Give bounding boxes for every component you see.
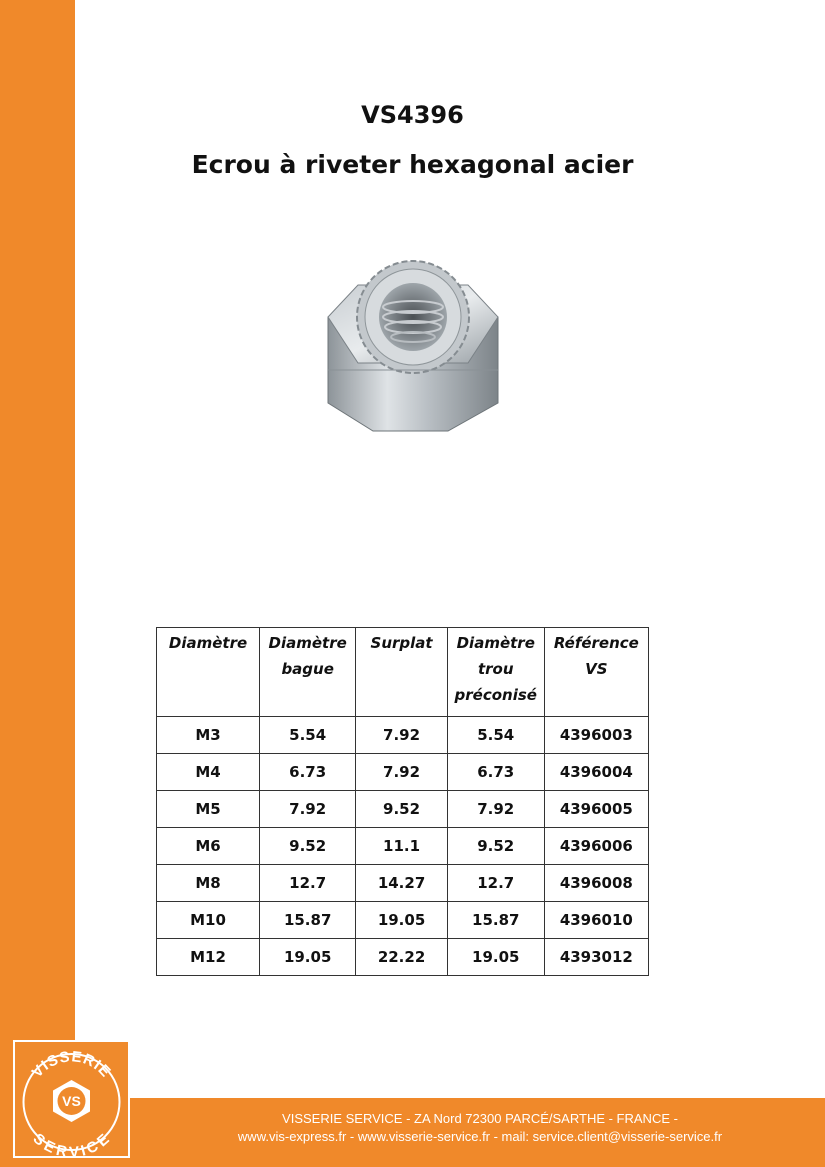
cell-diametre-bague: 5.54 <box>260 717 356 754</box>
left-orange-bar <box>0 0 75 1167</box>
visserie-service-logo <box>13 1040 130 1158</box>
cell-surplat: 11.1 <box>356 828 448 865</box>
cell-diametre: M5 <box>157 791 260 828</box>
header-line: bague <box>281 660 334 678</box>
cell-diametre-trou: 19.05 <box>447 939 544 976</box>
table-row <box>157 939 649 976</box>
cell-diametre-bague: 15.87 <box>260 902 356 939</box>
cell-surplat: 7.92 <box>356 754 448 791</box>
cell-surplat: 14.27 <box>356 865 448 902</box>
cell-reference: 4396005 <box>544 791 648 828</box>
logo-bottom-text: SERVICE <box>29 1130 114 1156</box>
header-line: Diamètre <box>268 634 347 652</box>
footer-address: VISSERIE SERVICE - ZA Nord 72300 PARCÉ/SARTHE - FRANCE - <box>282 1111 678 1126</box>
header-line: Surplat <box>370 634 433 652</box>
header-line: Référence <box>553 634 639 652</box>
header-diametre-bague <box>260 628 356 717</box>
cell-diametre-bague: 12.7 <box>260 865 356 902</box>
logo-center-text: VS <box>62 1093 81 1109</box>
cell-diametre: M3 <box>157 717 260 754</box>
cell-diametre-trou: 6.73 <box>447 754 544 791</box>
cell-diametre-trou: 9.52 <box>447 828 544 865</box>
cell-reference: 4396010 <box>544 902 648 939</box>
table-row <box>157 828 649 865</box>
header-surplat <box>356 628 448 717</box>
table-row <box>157 754 649 791</box>
table-row <box>157 902 649 939</box>
product-code-title: VS4396 <box>361 101 464 129</box>
cell-reference: 4396008 <box>544 865 648 902</box>
cell-diametre: M8 <box>157 865 260 902</box>
cell-surplat: 9.52 <box>356 791 448 828</box>
cell-diametre-trou: 12.7 <box>447 865 544 902</box>
product-name-title: Ecrou à riveter hexagonal acier <box>191 150 634 179</box>
specifications-table <box>156 627 649 976</box>
cell-reference: 4396003 <box>544 717 648 754</box>
svg-text:SERVICE <box>30 1130 114 1156</box>
hex-rivet-nut-image <box>318 255 508 444</box>
header-line: trou <box>477 660 514 678</box>
logo-top-text: VISSERIE <box>28 1048 115 1082</box>
cell-diametre-bague: 7.92 <box>260 791 356 828</box>
cell-surplat: 19.05 <box>356 902 448 939</box>
header-line: préconisé <box>454 686 537 704</box>
table-row <box>157 791 649 828</box>
cell-diametre-trou: 5.54 <box>447 717 544 754</box>
table-row <box>157 865 649 902</box>
cell-diametre-bague: 9.52 <box>260 828 356 865</box>
cell-surplat: 7.92 <box>356 717 448 754</box>
header-diametre <box>157 628 260 717</box>
footer-websites: www.vis-express.fr - www.visserie-service.fr - mail: service.client@visserie-service.fr <box>237 1129 723 1144</box>
header-diametre-trou-preconise <box>447 628 544 717</box>
cell-diametre-trou: 7.92 <box>447 791 544 828</box>
table-row <box>157 717 649 754</box>
cell-diametre-trou: 15.87 <box>447 902 544 939</box>
cell-diametre: M10 <box>157 902 260 939</box>
cell-diametre-bague: 19.05 <box>260 939 356 976</box>
table-header-row <box>157 628 649 717</box>
cell-diametre-bague: 6.73 <box>260 754 356 791</box>
cell-reference: 4393012 <box>544 939 648 976</box>
cell-surplat: 22.22 <box>356 939 448 976</box>
cell-reference: 4396006 <box>544 828 648 865</box>
header-reference-vs <box>544 628 648 717</box>
footer-contact <box>150 1110 810 1146</box>
cell-diametre: M6 <box>157 828 260 865</box>
cell-diametre: M12 <box>157 939 260 976</box>
cell-reference: 4396004 <box>544 754 648 791</box>
header-line: VS <box>585 660 608 678</box>
header-line: Diamètre <box>168 634 248 652</box>
cell-diametre: M4 <box>157 754 260 791</box>
header-line: Diamètre <box>456 634 535 652</box>
